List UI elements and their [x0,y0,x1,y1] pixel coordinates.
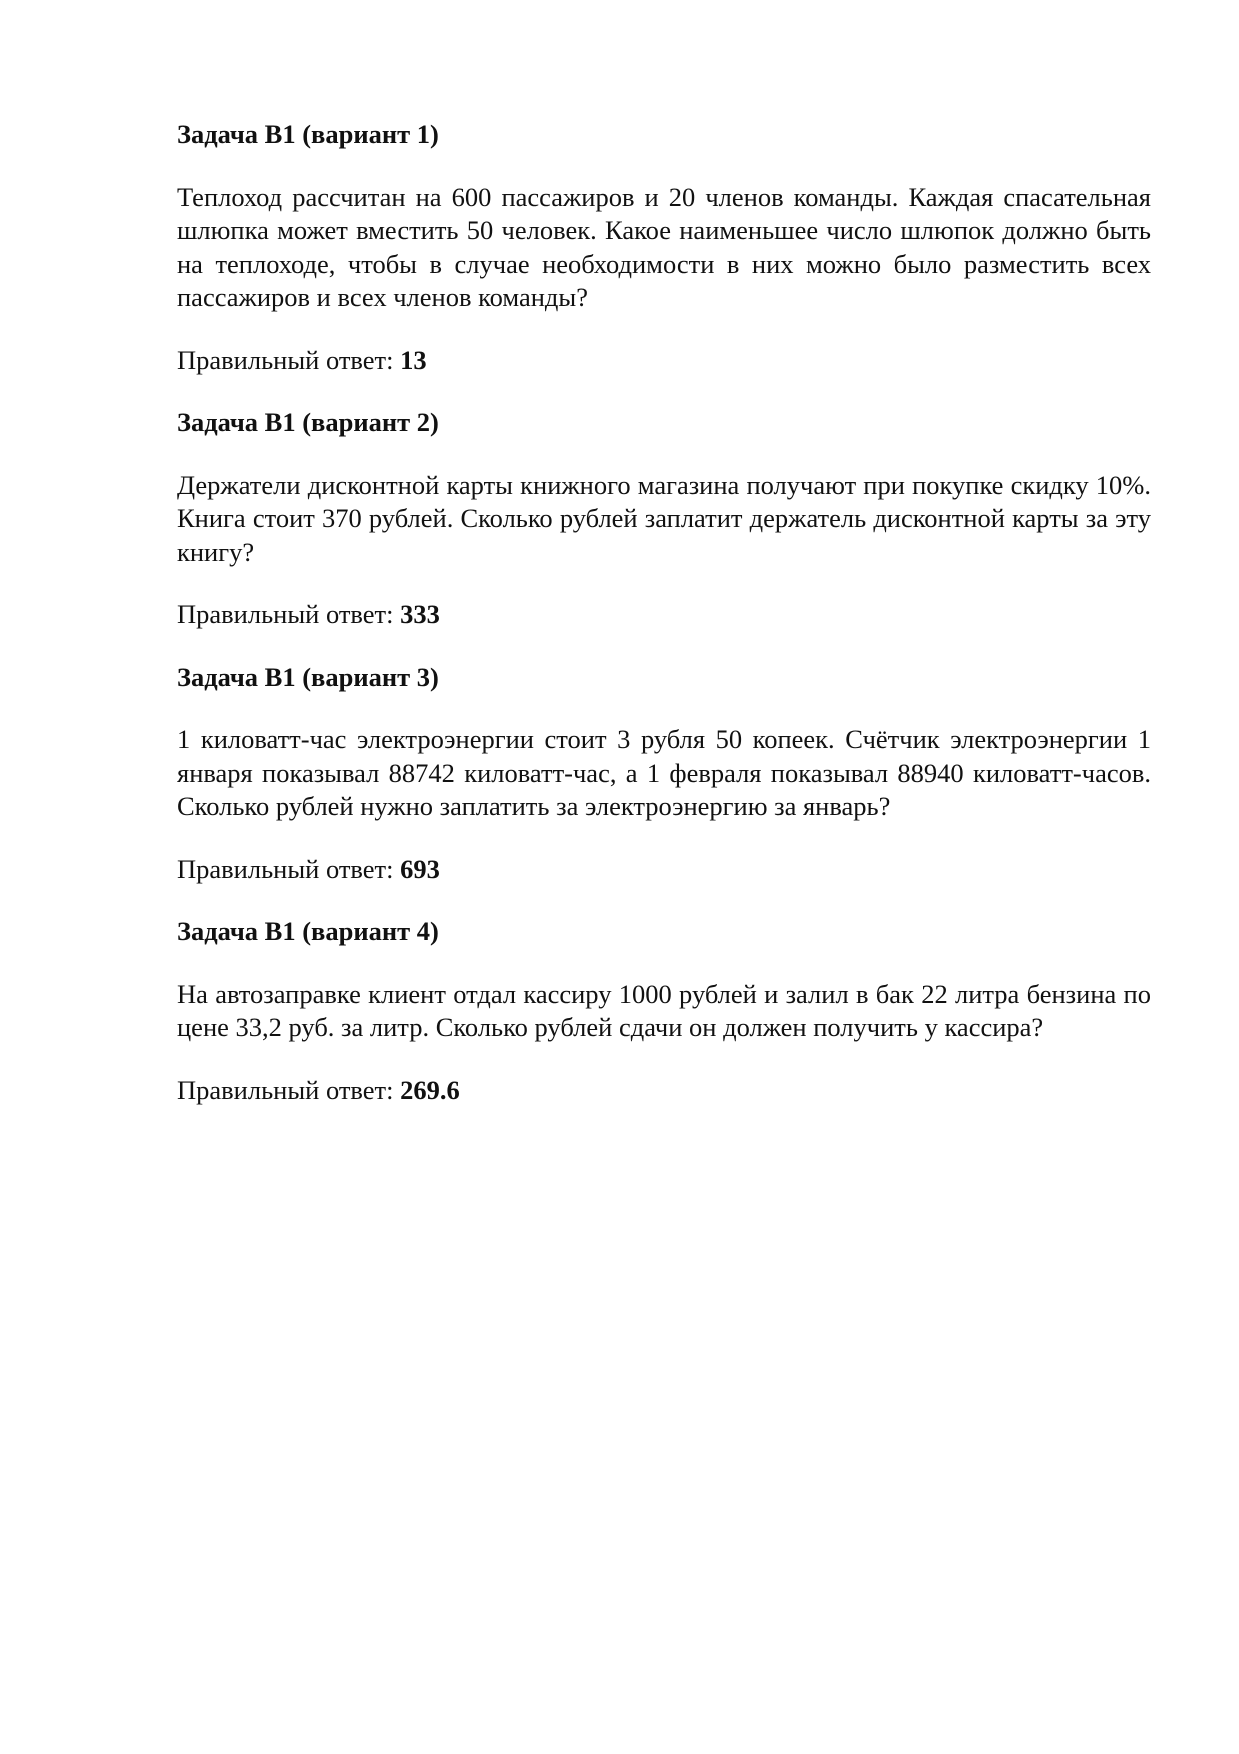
answer-line [177,853,1151,887]
answer-label: Правильный ответ: [177,853,394,884]
task-variant-2 [177,406,1151,632]
task-variant-4 [177,915,1151,1107]
answer-label: Правильный ответ: [177,344,394,375]
answer-label: Правильный ответ: [177,1074,394,1105]
answer-line [177,598,1151,632]
task-title: Задача B1 (вариант 1) [177,119,439,149]
task-variant-1 [177,118,1151,377]
answer-value: 269.6 [400,1074,460,1105]
task-title: Задача B1 (вариант 2) [177,407,439,437]
task-title: Задача B1 (вариант 3) [177,661,439,692]
task-text: Держатели дисконтной карты книжного магазина получают при покупке скидку 10%. Книга стоит 370 рублей. Сколько рублей заплатит держатель дисконтной карты за эту книгу? [177,469,1151,567]
answer-value: 693 [400,853,440,884]
answer-line [177,344,1151,378]
answer-value: 13 [400,344,427,375]
task-text: Теплоход рассчитан на 600 пассажиров и 20 членов команды. Каждая спасательная шлюпка может вместить 50 человек. Какое наименьшее число шлюпок должно быть на теплоходе, чтобы в случае необходимости в них можно было разместить всех пассажиров и всех членов команды? [177,181,1151,312]
task-title: Задача B1 (вариант 4) [177,916,439,946]
document-page [177,118,1151,1136]
answer-line [177,1074,1151,1108]
answer-value: 333 [400,599,440,629]
answer-label: Правильный ответ: [177,599,394,629]
task-variant-3 [177,661,1151,887]
task-text: На автозаправке клиент отдал кассиру 1000 рублей и залил в бак 22 литра бензина по цене 33,2 руб. за литр. Сколько рублей сдачи он должен получить у кассира? [177,978,1151,1042]
task-text: 1 киловатт-час электроэнергии стоит 3 рубля 50 копеек. Счётчик электроэнергии 1 января показывал 88742 киловатт-час, а 1 февраля показывал 88940 киловатт-часов. Сколько рублей нужно заплатить за электроэнергию за январь? [177,724,1151,821]
